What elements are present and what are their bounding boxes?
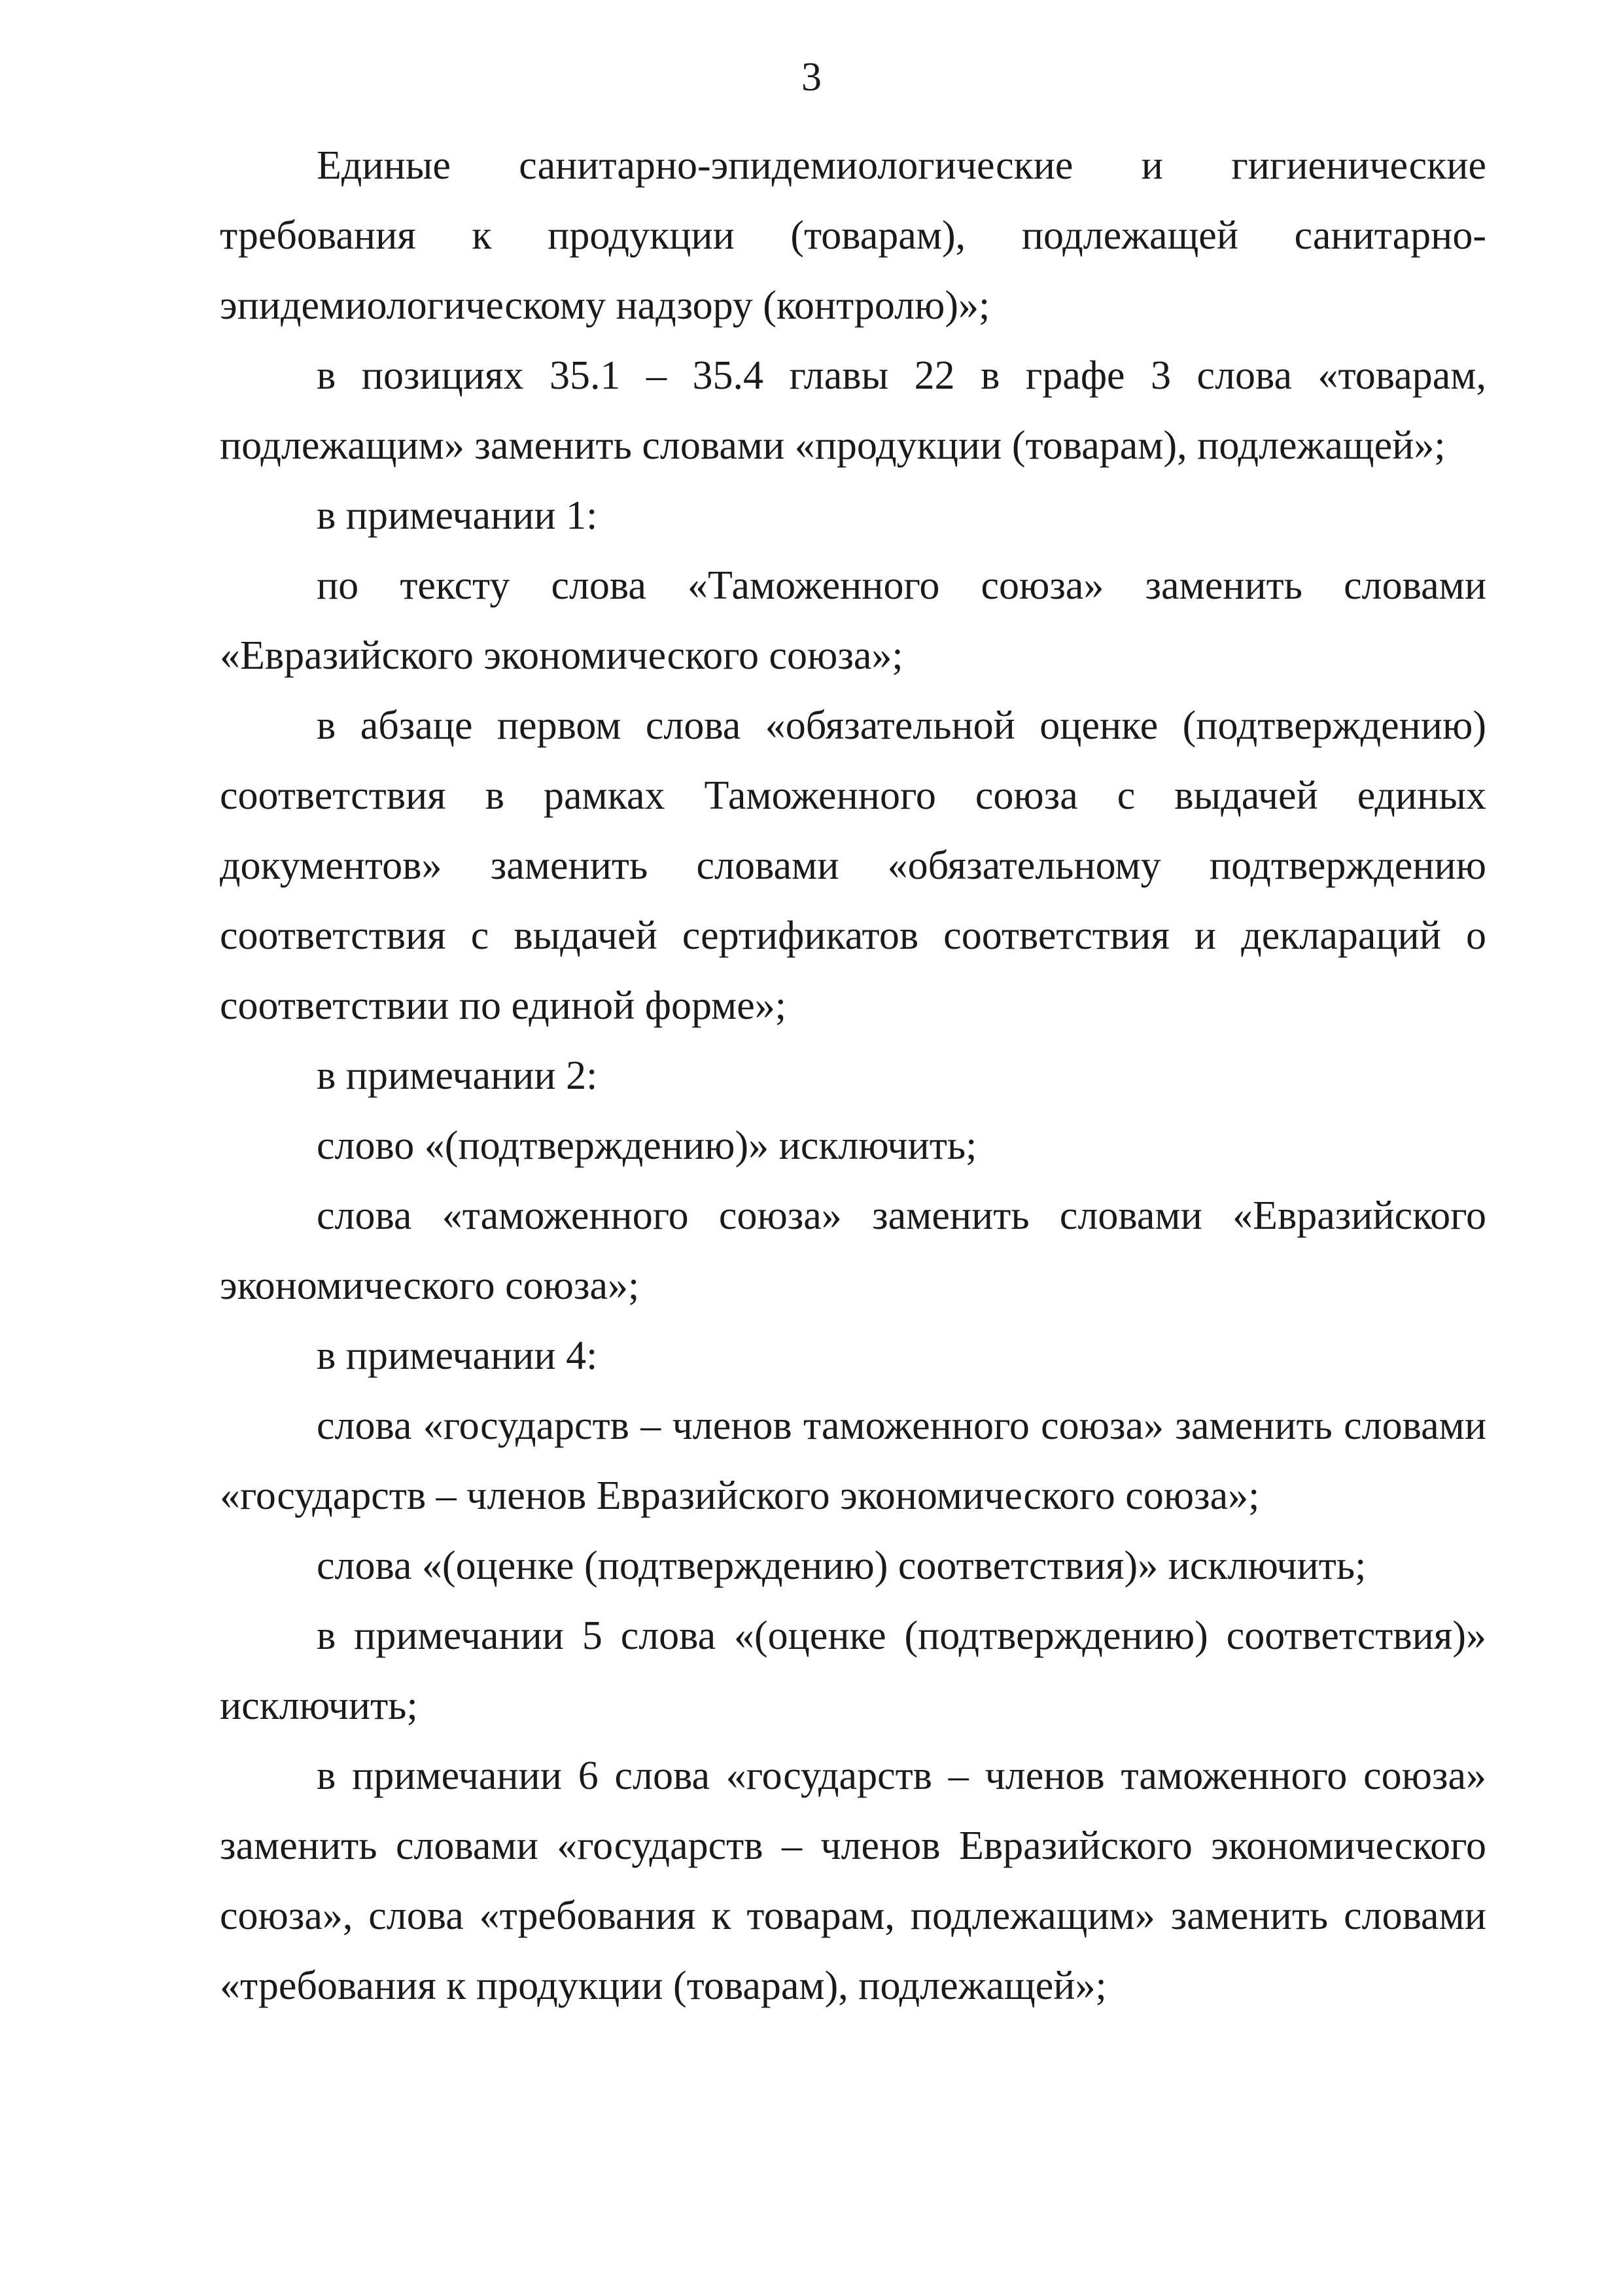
paragraph-note-1-first-abzac: в абзаце первом слова «обязательной оценке (подтверждению) соответствия в рамках Таможенного союза с выдачей единых документов» заменить словами «обязательному подтверждению соответствия с выдачей сертификатов соответствия и деклараций о соответствии по единой форме»; [220, 703, 1486, 1028]
paragraph-note-6: в примечании 6 слова «государств – членов таможенного союза» заменить словами «государств – членов Евразийского экономического союза», слова «требования к товарам, подлежащим» заменить словами «требования к продукции (товарам), подлежащей»; [220, 1754, 1486, 2008]
paragraph-positions-35: в позициях 35.1 – 35.4 главы 22 в графе 3 слова «товарам, подлежащим» заменить словами «продукции (товарам), подлежащей»; [220, 353, 1486, 468]
paragraph-note-4-assessment: слова «(оценке (подтверждению) соответствия)» исключить; [317, 1544, 1367, 1588]
paragraph-note-1-text: по тексту слова «Таможенного союза» заменить словами «Евразийского экономического союза»; [220, 563, 1486, 678]
page-number: 3 [801, 55, 822, 99]
paragraph-note-4-states: слова «государств – членов таможенного союза» заменить словами «государств – членов Евразийского экономического союза»; [220, 1404, 1486, 1518]
paragraph-note-4-heading: в примечании 4: [317, 1333, 598, 1378]
document-body [220, 131, 1486, 2021]
paragraph-note-2-word: слово «(подтверждению)» исключить; [317, 1123, 977, 1168]
paragraph-note-2-words: слова «таможенного союза» заменить словами «Евразийского экономического союза»; [220, 1193, 1486, 1308]
paragraph-note-5: в примечании 5 слова «(оценке (подтверждению) соответствия)» исключить; [220, 1614, 1486, 1728]
paragraph-requirements-title: Единые санитарно-эпидемиологические и гигиенические требования к продукции (товарам), подлежащей санитарно-эпидемиологическому надзору (контролю)»; [220, 143, 1486, 328]
paragraph-note-1-heading: в примечании 1: [317, 493, 598, 538]
paragraph-note-2-heading: в примечании 2: [317, 1053, 598, 1098]
